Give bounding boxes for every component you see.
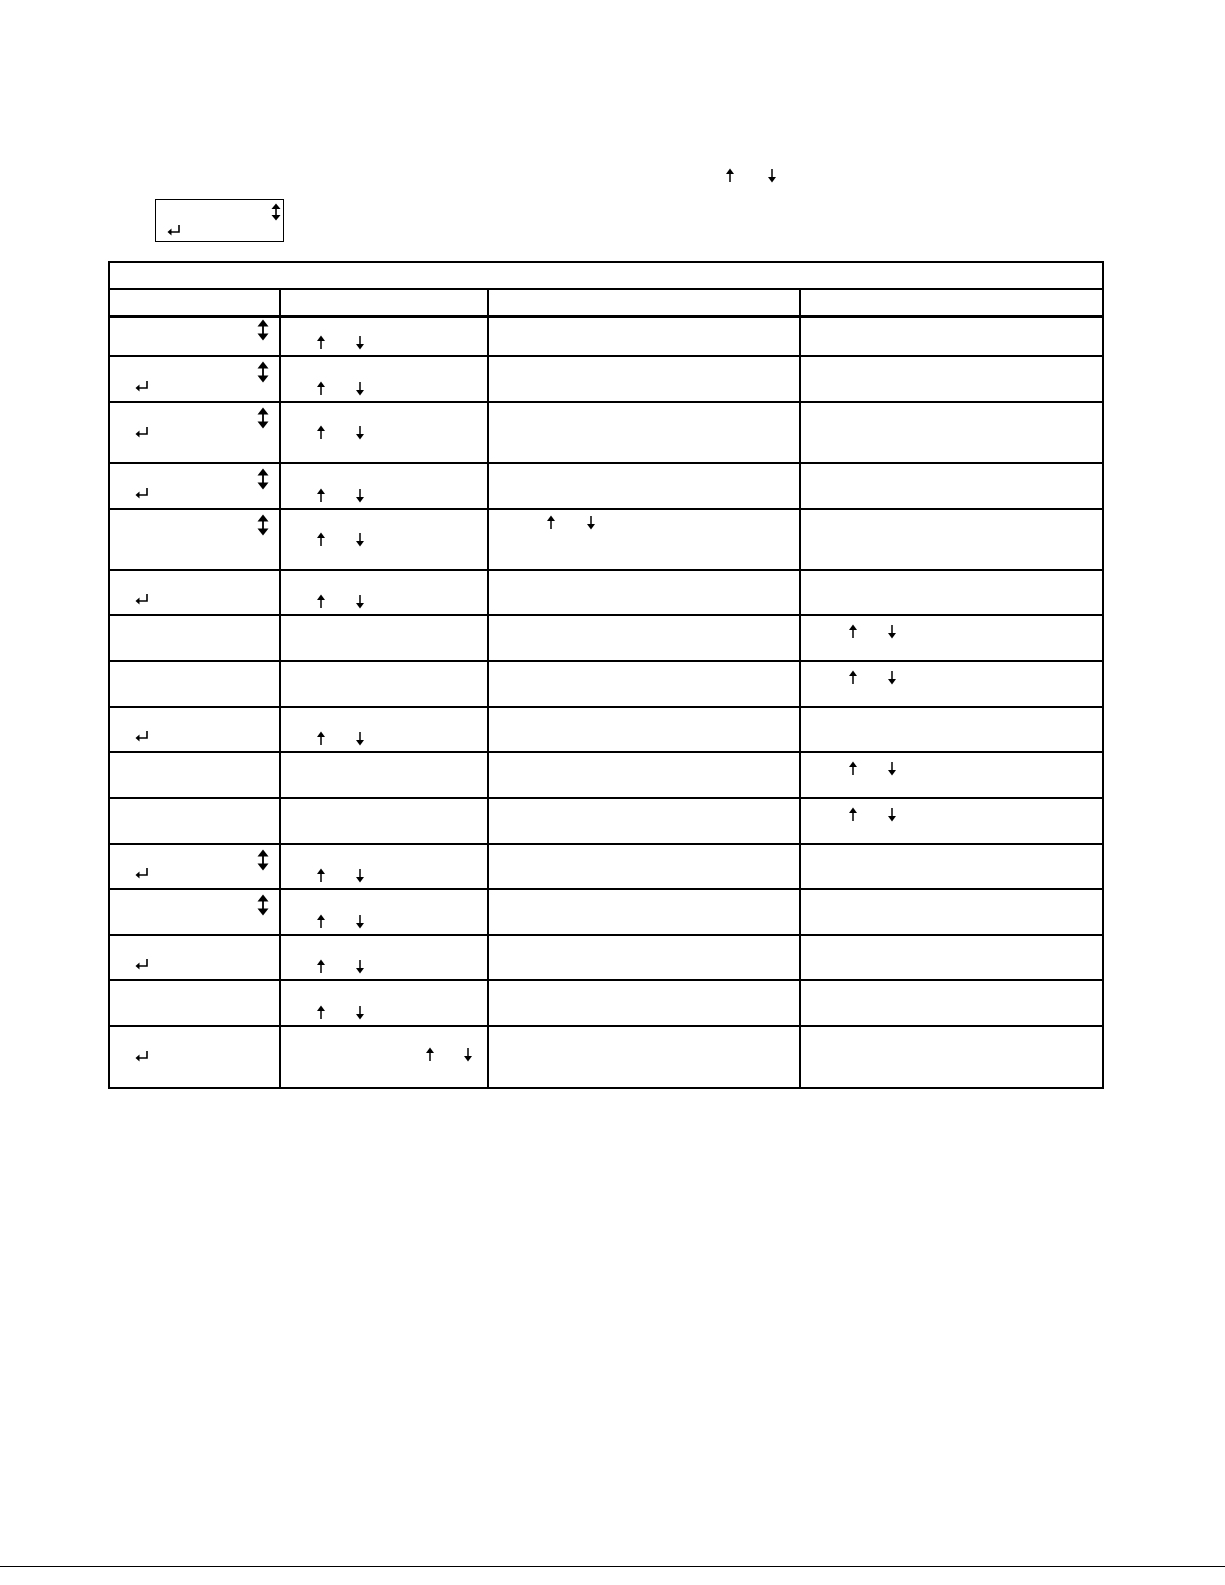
up-down-arrow-icon [256,514,270,536]
down-arrow-icon [354,959,366,974]
down-arrow-icon [354,731,366,746]
down-arrow-icon [585,515,597,530]
up-arrow-icon [847,807,859,822]
down-arrow-icon [354,335,366,350]
down-arrow-icon [886,624,898,639]
table-row [110,662,1106,708]
down-arrow-icon [886,761,898,776]
table-row [110,708,1106,753]
table-rule [110,355,1102,357]
up-down-arrow-icon [256,319,270,341]
up-arrow-icon [847,670,859,685]
down-arrow-icon [354,532,366,547]
down-arrow-icon [354,488,366,503]
table-column-rule [799,288,801,1087]
down-arrow-icon [354,1005,366,1020]
up-arrow-icon [315,335,327,350]
table-rule [110,462,1102,464]
up-arrow-icon [847,761,859,776]
table-rule [110,1025,1102,1027]
up-arrow-icon [315,425,327,440]
table-row [110,936,1106,981]
table-column-rule [279,288,281,1087]
up-arrow-icon [315,959,327,974]
up-arrow-icon [847,624,859,639]
table-rule [110,569,1102,571]
up-down-arrow-icon [256,849,270,871]
table-row [110,799,1106,845]
up-arrow-icon [315,731,327,746]
table-row [110,616,1106,662]
enter-icon [135,1051,149,1063]
up-down-arrow-icon [256,894,270,916]
up-arrow-icon [424,1047,436,1062]
enter-icon [135,959,149,971]
table-rule [110,315,1102,318]
up-down-arrow-icon [270,203,282,221]
up-arrow-icon [545,515,557,530]
table-rule [110,288,1102,290]
down-arrow-icon [354,914,366,929]
enter-icon [135,868,149,880]
down-arrow-icon [462,1047,474,1062]
table-rule [110,979,1102,981]
settings-table [108,261,1104,1089]
down-arrow-icon [354,381,366,396]
enter-icon [167,225,181,237]
up-down-arrow-icon [256,468,270,490]
panel-display [155,199,284,242]
table-row [110,571,1106,616]
up-arrow-icon [315,1005,327,1020]
table-rule [110,843,1102,845]
table-rule [110,614,1102,616]
down-arrow-icon [354,868,366,883]
up-arrow-icon [315,594,327,609]
table-rule [110,401,1102,403]
up-arrow-icon [315,532,327,547]
table-rule [110,751,1102,753]
table-rule [110,508,1102,510]
down-arrow-icon [354,594,366,609]
up-arrow-icon [315,381,327,396]
up-arrow-icon [315,914,327,929]
table-column-rule [487,288,489,1087]
up-arrow-icon [315,868,327,883]
enter-icon [135,594,149,606]
up-arrow-icon [724,168,736,183]
table-rule [110,797,1102,799]
table-row [110,753,1106,799]
up-down-arrow-icon [256,361,270,383]
table-rule [110,660,1102,662]
table-rule [110,934,1102,936]
page-footer-rule [0,1566,1225,1567]
table-row [110,981,1106,1027]
up-arrow-icon [315,488,327,503]
down-arrow-icon [766,168,778,183]
table-row [110,1027,1106,1089]
up-down-arrow-icon [256,407,270,429]
enter-icon [135,731,149,743]
enter-icon [135,381,149,393]
enter-icon [135,427,149,439]
down-arrow-icon [886,807,898,822]
table-rule [110,888,1102,890]
enter-icon [135,488,149,500]
down-arrow-icon [354,425,366,440]
down-arrow-icon [886,670,898,685]
table-rule [110,706,1102,708]
